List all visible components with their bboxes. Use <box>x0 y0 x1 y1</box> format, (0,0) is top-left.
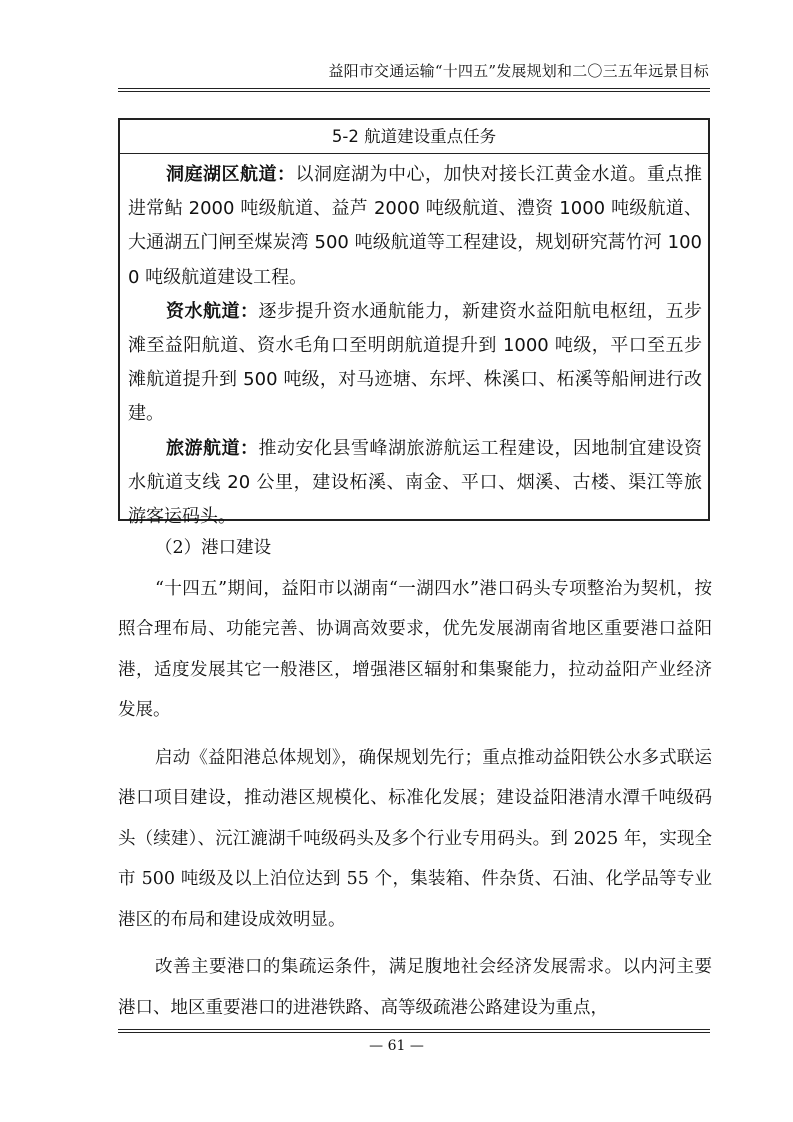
task-box-body <box>120 154 708 534</box>
task-item-text: 以洞庭湖为中心，加快对接长江黄金水道。重点推进常鲇 2000 吨级航道、益芦 2000 吨级航道、澧资 1000 吨级航道、大通湖五门闸至煤炭湾 500 吨级航道等工程建设，规划研究蒿竹河 1000 吨级航道建设工程。 <box>128 164 703 288</box>
task-item-text: 逐步提升资水通航能力，新建资水益阳航电枢纽，五步滩至益阳航道、资水毛角口至明朗航道提升到 1000 吨级，平口至五步滩航道提升到 500 吨级，对马迹塘、东坪、株溪口、柘溪等船闸进行改建。 <box>128 300 702 425</box>
task-box <box>118 118 710 528</box>
task-box-title: 5-2 航道建设重点任务 <box>120 120 708 154</box>
body-paragraph: 启动《益阳港总体规划》，确保规划先行；重点推动益阳铁公水多式联运港口项目建设，推动港区规模化、标准化发展；建设益阳港清水潭千吨级码头（续建）、沅江漉湖千吨级码头及多个行业专用码头。到 2025 年，实现全市 500 吨级及以上泊位达到 55 个，集装箱、件杂货、石油、化学品等专业港区的布局和建设成效明显。 <box>118 747 712 930</box>
body-paragraph: 改善主要港口的集疏运条件，满足腹地社会经济发展需求。以内河主要港口、地区重要港口的进港铁路、高等级疏港公路建设为重点， <box>118 957 712 1018</box>
main-content <box>118 528 712 1028</box>
task-item-term: 资水航道： <box>166 300 259 322</box>
section-subheading: （2）港口建设 <box>155 538 272 558</box>
task-item-term: 洞庭湖区航道： <box>166 164 296 185</box>
footer-rule <box>118 1029 710 1033</box>
task-item-text: 推动安化县雪峰湖旅游航运工程建设，因地制宜建设资水航道支线 20 公里，建设柘溪、南金、平口、烟溪、古楼、渠江等旅游客运码头。 <box>128 437 702 528</box>
running-header-title: 益阳市交通运输“十四五”发展规划和二〇三五年远景目标 <box>328 62 709 80</box>
task-item <box>128 432 702 535</box>
task-item-term: 旅游航道： <box>166 437 259 459</box>
task-item <box>128 158 702 295</box>
task-item <box>128 295 702 432</box>
header-rule <box>118 88 710 92</box>
body-paragraph: “十四五”期间，益阳市以湖南“一湖四水”港口码头专项整治为契机，按照合理布局、功能完善、协调高效要求，优先发展湖南省地区重要港口益阳港，适度发展其它一般港区，增强港区辐射和集聚能力，拉动益阳产业经济发展。 <box>118 578 712 720</box>
page-number: — 61 — <box>369 1038 424 1054</box>
